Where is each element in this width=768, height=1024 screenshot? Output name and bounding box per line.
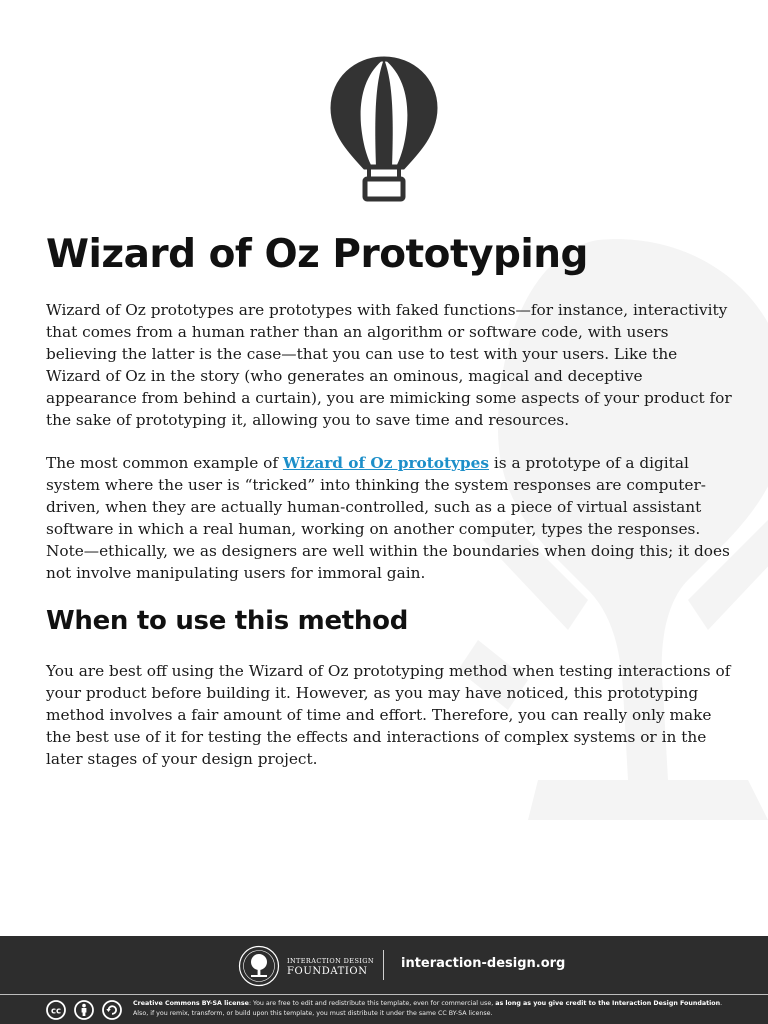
license-line2: Also, if you remix, transform, or build upon this template, you must distribute it under the same CC BY-SA license. [133, 1010, 493, 1017]
license-text [133, 999, 753, 1019]
license-line1 [133, 999, 753, 1009]
org-name-line2: FOUNDATION [287, 966, 368, 977]
org-name [287, 956, 374, 977]
license-label: Creative Commons BY-SA license [133, 1000, 249, 1007]
footer-brand-bar [0, 936, 768, 994]
license-text-part2: . [720, 1000, 723, 1007]
license-text-part1: : You are free to edit and redistribute this template, even for commercial use, [248, 1000, 496, 1007]
tree-seal-icon [238, 945, 280, 987]
section-heading: When to use this method [46, 606, 409, 636]
footer-separator [0, 994, 768, 995]
footer [0, 936, 768, 1024]
example-text-start: The most common example of [46, 454, 283, 472]
footer-divider [383, 950, 384, 980]
when-to-use-paragraph: You are best off using the Wizard of Oz prototyping method when testing interactions of your product before building it. However, as you may have noticed, this prototyping method involves a fair amount of time and effort. Therefore, you can really only make the best use of it for testing the effects and interactions of complex systems or in the later stages of your design project. [46, 662, 731, 768]
share-alike-icon [103, 1001, 121, 1019]
license-icons [46, 999, 126, 1021]
website-link[interactable]: interaction-design.org [401, 956, 566, 971]
license-credit: as long as you give credit to the Interaction Design Foundation [495, 1000, 721, 1007]
wizard-of-oz-prototypes-link[interactable]: Wizard of Oz prototypes [282, 454, 489, 472]
attribution-icon [75, 1001, 93, 1019]
svg-text:cc: cc [50, 1006, 62, 1017]
page-title: Wizard of Oz Prototyping [46, 232, 588, 277]
cc-icon [47, 1001, 65, 1019]
example-paragraph [46, 453, 736, 584]
hot-air-balloon-icon [329, 55, 439, 203]
intro-paragraph: Wizard of Oz prototypes are prototypes with faked functions—for instance, interactivity that comes from a human rather than an algorithm or software code, with users believing the latter is the case—that you can use to test with your users. Like the Wizard of Oz in the story (who generates an ominous, magical and deceptive appearance from behind a curtain), you are mimicking some aspects of your product for the sake of prototyping it, allowing you to save time and resources. [46, 301, 732, 429]
example-text-end: is a prototype of a digital system where the user is “tricked” into thinking the system responses are computer-driven, when they are actually human-controlled, such as a piece of virtual assistant software in which a real human, working on another computer, types the responses. Note—ethically, we as designers are well within the boundaries when doing this; it does not involve manipulating users for immoral gain. [46, 454, 730, 582]
org-name-line1: INTERACTION DESIGN [287, 957, 374, 965]
